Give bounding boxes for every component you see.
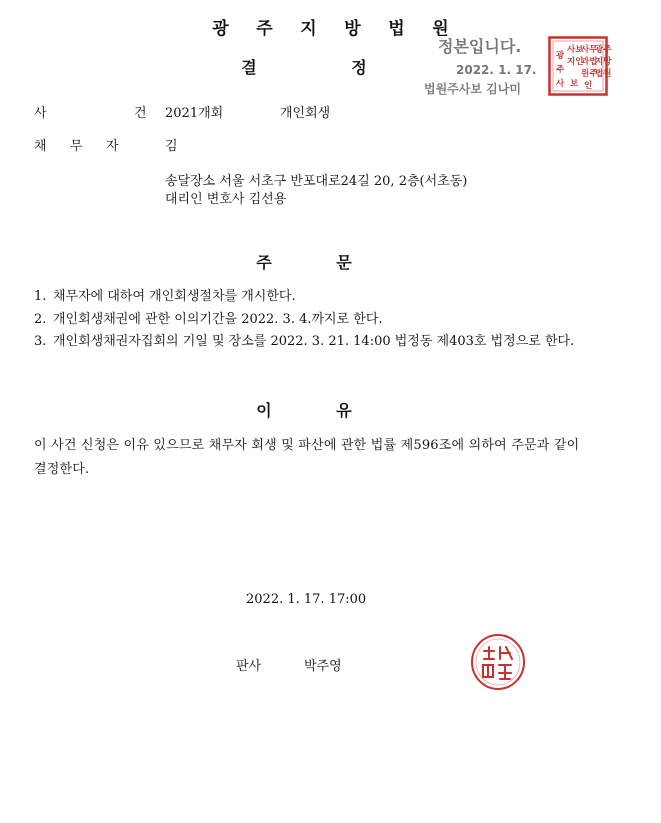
case-label-char: 건 bbox=[134, 106, 147, 121]
certified-copy-title: 정본입니다. bbox=[438, 37, 522, 56]
seal-text: 원주 bbox=[581, 69, 598, 79]
seal-text: 보 bbox=[570, 79, 579, 89]
order-item bbox=[34, 331, 594, 354]
case-number: 2021개회 bbox=[165, 106, 224, 121]
seal-text: 법원 bbox=[595, 69, 612, 79]
reason-heading bbox=[0, 398, 608, 421]
seal-text: 주 bbox=[556, 65, 565, 75]
order-item-text: 개인회생채권자집회의 기일 및 장소를 2022. 3. 21. 14:00 법정동 제403호 법정으로 한다. bbox=[53, 334, 575, 349]
order-item bbox=[34, 286, 594, 309]
court-name-char: 지 bbox=[300, 19, 317, 39]
decision-datetime: 2022. 1. 17. 17:00 bbox=[246, 592, 367, 607]
court-name-char: 주 bbox=[256, 19, 273, 39]
court-name-char: 광 bbox=[212, 19, 229, 39]
seal-text: 광 bbox=[556, 51, 565, 61]
debtor-label-char: 채 bbox=[34, 139, 47, 154]
order-item-number: 3. bbox=[34, 334, 47, 349]
debtor-label-char: 무 bbox=[70, 139, 83, 154]
order-heading bbox=[0, 250, 608, 273]
seal-text: 사보 bbox=[567, 45, 584, 55]
case-name: 개인회생 bbox=[280, 106, 331, 121]
order-item-number: 1. bbox=[34, 289, 47, 304]
court-clerk-seal-icon bbox=[548, 36, 612, 96]
seal-text: 지방 bbox=[595, 57, 612, 67]
order-heading-char: 문 bbox=[336, 253, 352, 272]
agent-attorney: 대리인 변호사 김선용 bbox=[165, 192, 287, 207]
order-heading-char: 주 bbox=[256, 253, 272, 272]
debtor-label bbox=[34, 135, 142, 154]
case-label-char: 사 bbox=[34, 106, 47, 121]
court-name-char: 원 bbox=[432, 19, 449, 39]
certified-copy-date: 2022. 1. 17. bbox=[456, 63, 537, 77]
seal-text: 사무 bbox=[581, 45, 598, 55]
court-name-char: 방 bbox=[344, 19, 361, 39]
seal-text: 광주 bbox=[595, 45, 612, 55]
judge-title: 판사 bbox=[236, 659, 262, 674]
certified-copy-clerk: 법원주사보 김나미 bbox=[424, 82, 521, 96]
reason-heading-char: 유 bbox=[336, 401, 352, 420]
court-name-char: 법 bbox=[388, 19, 405, 39]
seal-text: 인 bbox=[584, 81, 593, 91]
order-item-text: 채무자에 대하여 개인회생절차를 개시한다. bbox=[53, 289, 296, 304]
reason-text: 이 사건 신청은 이유 있으므로 채무자 회생 및 파산에 관한 법률 제596조에 의하여 주문과 같이 결정한다. bbox=[34, 438, 580, 477]
service-address: 송달장소 서울 서초구 반포대로24길 20, 2층(서초동) bbox=[165, 174, 468, 189]
seal-text: 지인 bbox=[567, 57, 584, 67]
seal-text: 과법 bbox=[581, 57, 598, 67]
document-type-char: 결 bbox=[241, 58, 257, 77]
judge-seal-icon bbox=[470, 633, 526, 691]
case-label bbox=[34, 102, 170, 121]
reason-heading-char: 이 bbox=[256, 401, 272, 420]
order-item bbox=[34, 309, 594, 332]
document-type-char: 정 bbox=[351, 58, 367, 77]
debtor-label-char: 자 bbox=[106, 139, 119, 154]
order-list bbox=[34, 286, 594, 354]
seal-text: 사 bbox=[556, 79, 565, 89]
order-item-number: 2. bbox=[34, 311, 47, 327]
debtor-name: 김 bbox=[165, 139, 178, 154]
order-item-text: 개인회생채권에 관한 이의기간을 2022. 3. 4.까지로 한다. bbox=[53, 311, 383, 327]
judge-name: 박주영 bbox=[304, 659, 342, 674]
